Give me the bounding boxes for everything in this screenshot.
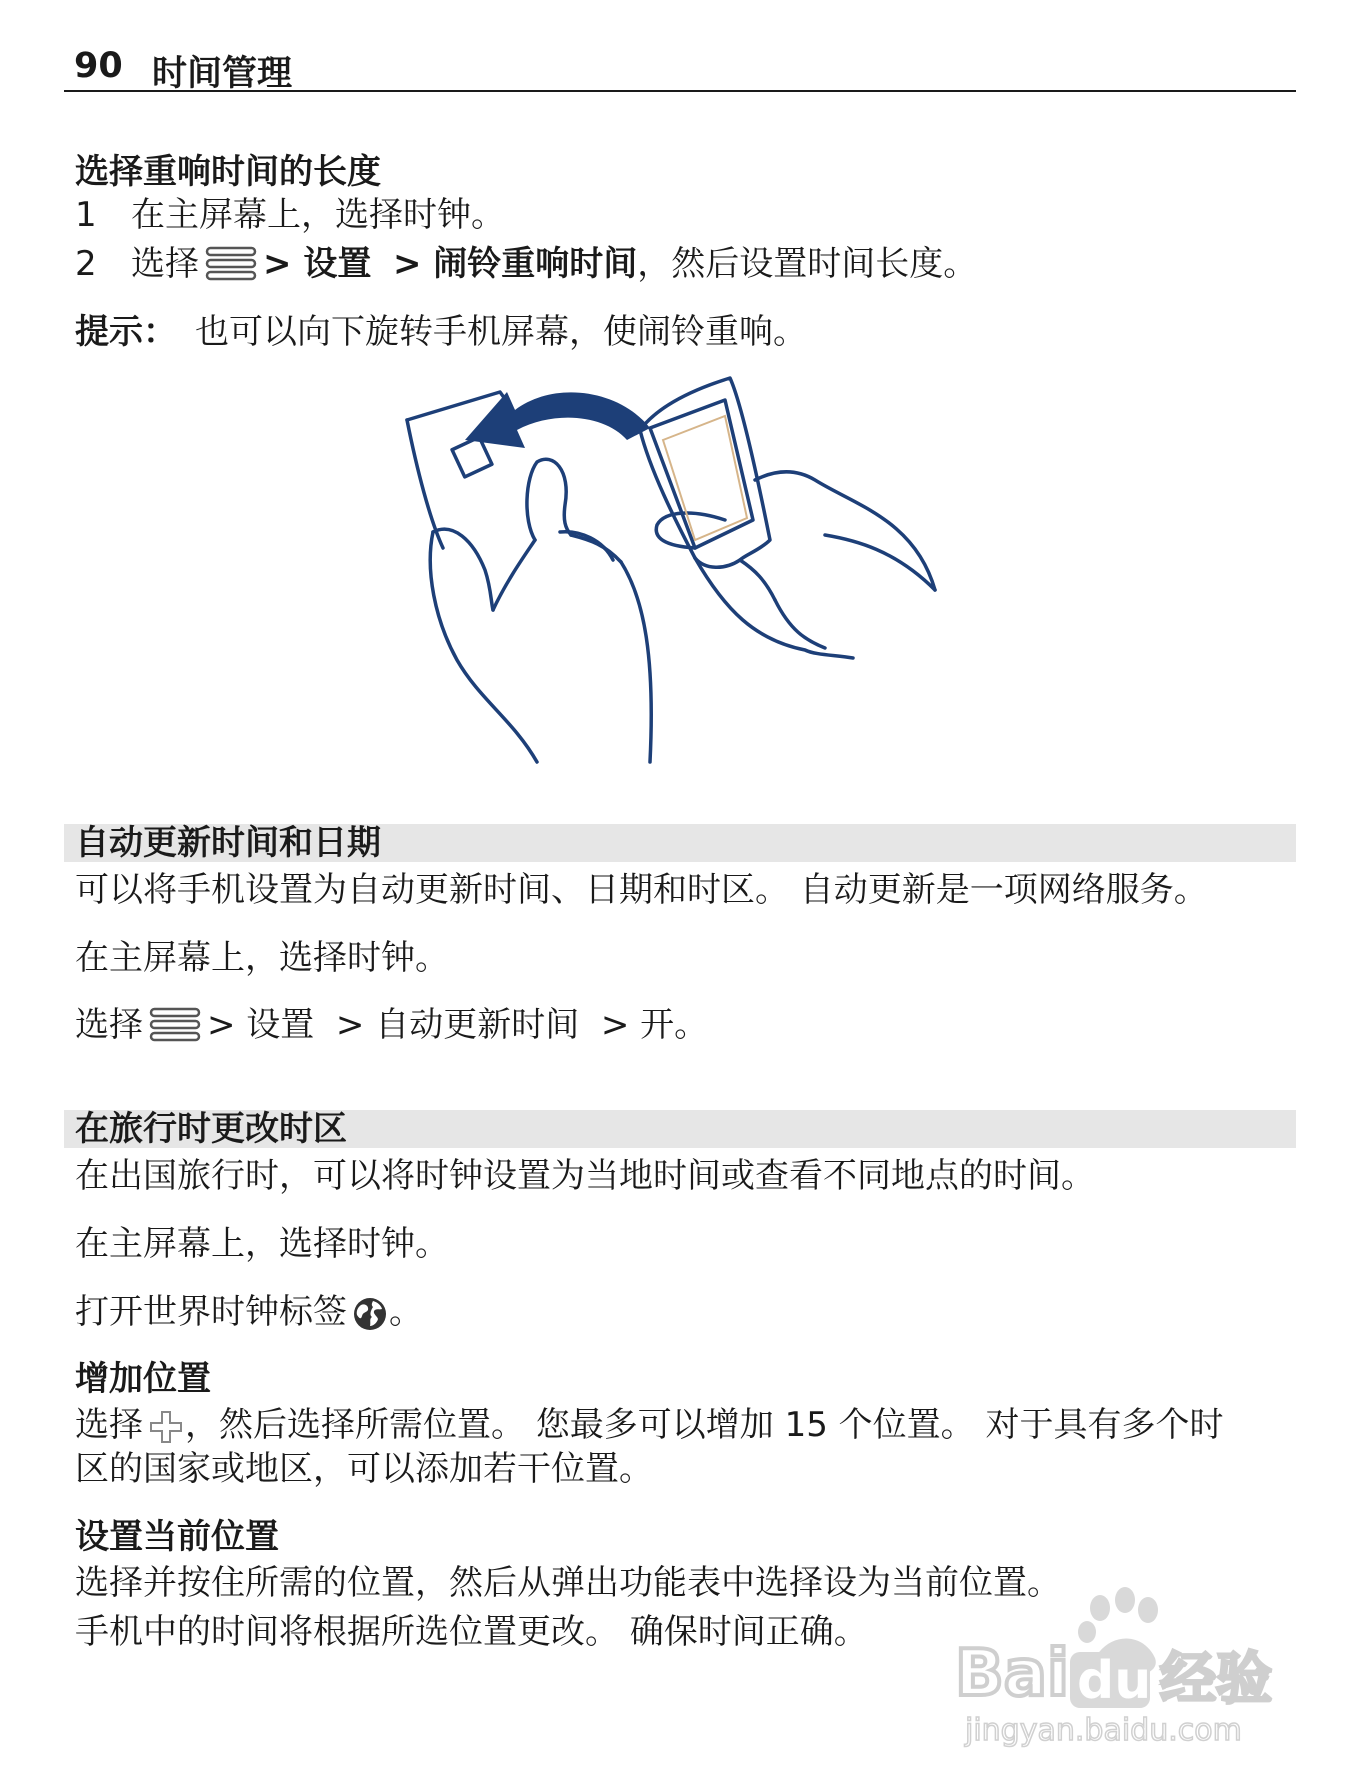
auto-update-item: > 自动更新时间	[335, 1005, 580, 1045]
snooze-step-1	[75, 193, 505, 237]
snooze-step-2	[75, 242, 977, 286]
auto-update-p1: 可以将手机设置为自动更新时间、日期和时区。 自动更新是一项网络服务。	[75, 870, 1208, 910]
add-location-line2: 区的国家或地区，可以添加若干位置。	[75, 1449, 653, 1489]
watermark-url: jingyan.baidu.com	[965, 1713, 1242, 1748]
plus-icon	[147, 1408, 185, 1446]
add-location-line1	[75, 1403, 1224, 1447]
watermark-brand-2: du	[1077, 1651, 1152, 1711]
tip	[75, 310, 807, 354]
auto-update-p2: 在主屏幕上，选择时钟。	[75, 938, 449, 978]
add-location-pre: 选择	[75, 1405, 143, 1445]
on-value: > 开。	[600, 1005, 709, 1045]
travel-heading: 在旅行时更改时区	[75, 1109, 347, 1149]
auto-update-p3-pre: 选择	[75, 1005, 143, 1045]
auto-update-p3	[75, 1003, 708, 1047]
menu-icon	[149, 1006, 201, 1044]
globe-icon	[351, 1295, 389, 1333]
step-number: 1	[75, 195, 97, 235]
travel-p3-text: 打开世界时钟标签	[75, 1292, 347, 1332]
snooze-heading: 选择重响时间的长度	[75, 152, 381, 192]
settings-label: > 设置	[207, 1005, 315, 1045]
current-location-line2: 手机中的时间将根据所选位置更改。 确保时间正确。	[75, 1612, 868, 1652]
section-band-travel	[64, 1110, 1296, 1148]
auto-update-heading: 自动更新时间和日期	[75, 823, 381, 863]
step-text-post: ，然后设置时间长度。	[637, 244, 978, 284]
chapter-title: 时间管理	[152, 54, 293, 94]
step-text: 在主屏幕上，选择时钟。	[131, 195, 505, 235]
watermark-label: 经验	[1160, 1647, 1272, 1712]
step-number: 2	[75, 244, 97, 284]
current-location-line1: 选择并按住所需的位置，然后从弹出功能表中选择设为当前位置。	[75, 1563, 1061, 1603]
step-text-pre: 选择	[131, 244, 199, 284]
watermark-brand: Bai	[955, 1637, 1069, 1711]
current-location-heading: 设置当前位置	[75, 1517, 279, 1557]
travel-p2: 在主屏幕上，选择时钟。	[75, 1224, 449, 1264]
phone-turn-illustration	[395, 370, 960, 765]
tip-label: 提示：	[75, 312, 177, 352]
settings-label: > 设置	[263, 244, 372, 284]
page-number: 90	[74, 46, 123, 86]
add-location-heading: 增加位置	[75, 1359, 211, 1399]
travel-p3	[75, 1290, 423, 1334]
add-location-post: ，然后选择所需位置。 您最多可以增加 15 个位置。 对于具有多个时	[185, 1405, 1224, 1445]
snooze-time-label: > 闹铃重响时间	[392, 244, 638, 284]
baidu-watermark	[945, 1580, 1305, 1755]
tip-text: 也可以向下旋转手机屏幕，使闹铃重响。	[195, 312, 807, 352]
section-band-auto-update	[64, 824, 1296, 862]
page-header	[64, 44, 1296, 92]
travel-p3-end: 。	[389, 1292, 423, 1332]
travel-p1: 在出国旅行时，可以将时钟设置为当地时间或查看不同地点的时间。	[75, 1156, 1095, 1196]
menu-icon	[205, 245, 257, 283]
